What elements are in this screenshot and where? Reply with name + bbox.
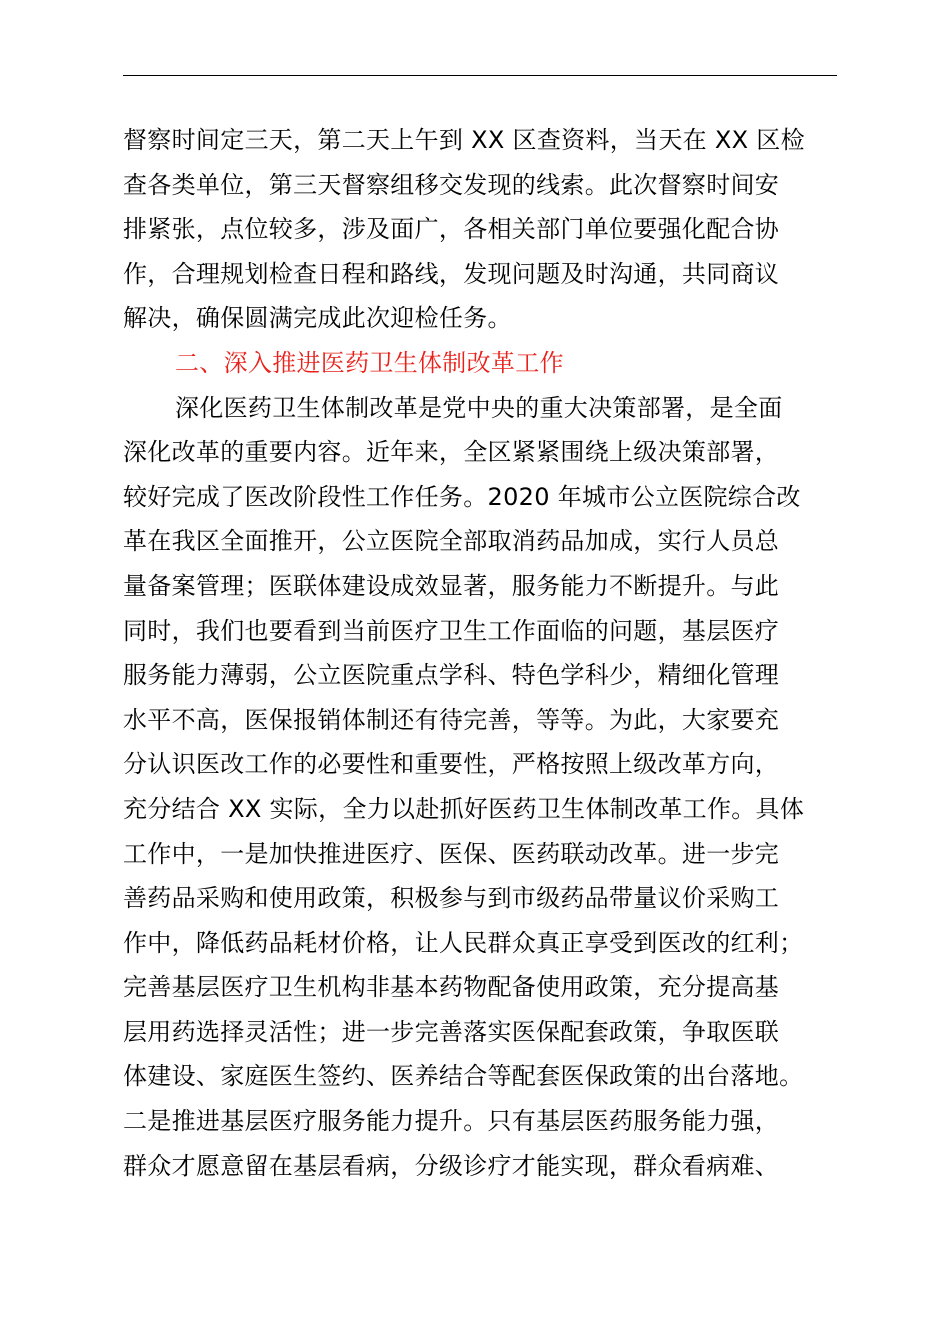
intro-paragraph: [123, 118, 837, 341]
text-line: 工作中，一是加快推进医疗、医保、医药联动改革。进一步完: [123, 839, 780, 868]
text-line: 排紧张，点位较多，涉及面广，各相关部门单位要强化配合协: [123, 215, 780, 244]
document-body: [123, 118, 837, 1188]
header-rule: [123, 75, 837, 76]
text-line: 作中，降低药品耗材价格，让人民群众真正享受到医改的红利；: [123, 928, 804, 957]
text-line: 作，合理规划检查日程和路线，发现问题及时沟通，共同商议: [123, 259, 780, 288]
text-line: 分认识医改工作的必要性和重要性，严格按照上级改革方向，: [123, 750, 780, 779]
text-line: 督察时间定三天，第二天上午到 XX 区查资料，当天在 XX 区检: [123, 126, 805, 154]
text-line: 善药品采购和使用政策，积极参与到市级药品带量议价采购工: [123, 884, 780, 913]
text-line: 二是推进基层医疗服务能力提升。只有基层医药服务能力强，: [123, 1107, 780, 1136]
text-line: 充分结合 XX 实际，全力以赴抓好医药卫生体制改革工作。具体: [123, 794, 805, 823]
text-line: 完善基层医疗卫生机构非基本药物配备使用政策，充分提高基: [123, 973, 780, 1002]
text-line: 体建设、家庭医生签约、医养结合等配套医保政策的出台落地。: [123, 1062, 804, 1091]
text-line: 深化医药卫生体制改革是党中央的重大决策部署，是全面: [175, 393, 783, 422]
text-line: 革在我区全面推开，公立医院全部取消药品加成，实行人员总: [123, 527, 780, 556]
text-line: 服务能力薄弱，公立医院重点学科、特色学科少，精细化管理: [123, 661, 780, 690]
text-line: 层用药选择灵活性；进一步完善落实医保配套政策，争取医联: [123, 1017, 780, 1046]
text-line: 同时，我们也要看到当前医疗卫生工作面临的问题，基层医疗: [123, 616, 780, 645]
text-line: 量备案管理；医联体建设成效显著，服务能力不断提升。与此: [123, 571, 780, 600]
text-line: 查各类单位，第三天督察组移交发现的线索。此次督察时间安: [123, 170, 780, 199]
text-line: 水平不高，医保报销体制还有待完善，等等。为此，大家要充: [123, 705, 780, 734]
text-line: 解决，确保圆满完成此次迎检任务。: [123, 304, 512, 333]
text-line: 深化改革的重要内容。近年来，全区紧紧围绕上级决策部署，: [123, 438, 780, 467]
main-paragraph: [123, 386, 837, 1189]
text-line: 较好完成了医改阶段性工作任务。2020 年城市公立医院综合改: [123, 482, 801, 511]
section-heading: 二、深入推进医药卫生体制改革工作: [175, 348, 564, 377]
text-line: 群众才愿意留在基层看病，分级诊疗才能实现，群众看病难、: [123, 1151, 780, 1180]
